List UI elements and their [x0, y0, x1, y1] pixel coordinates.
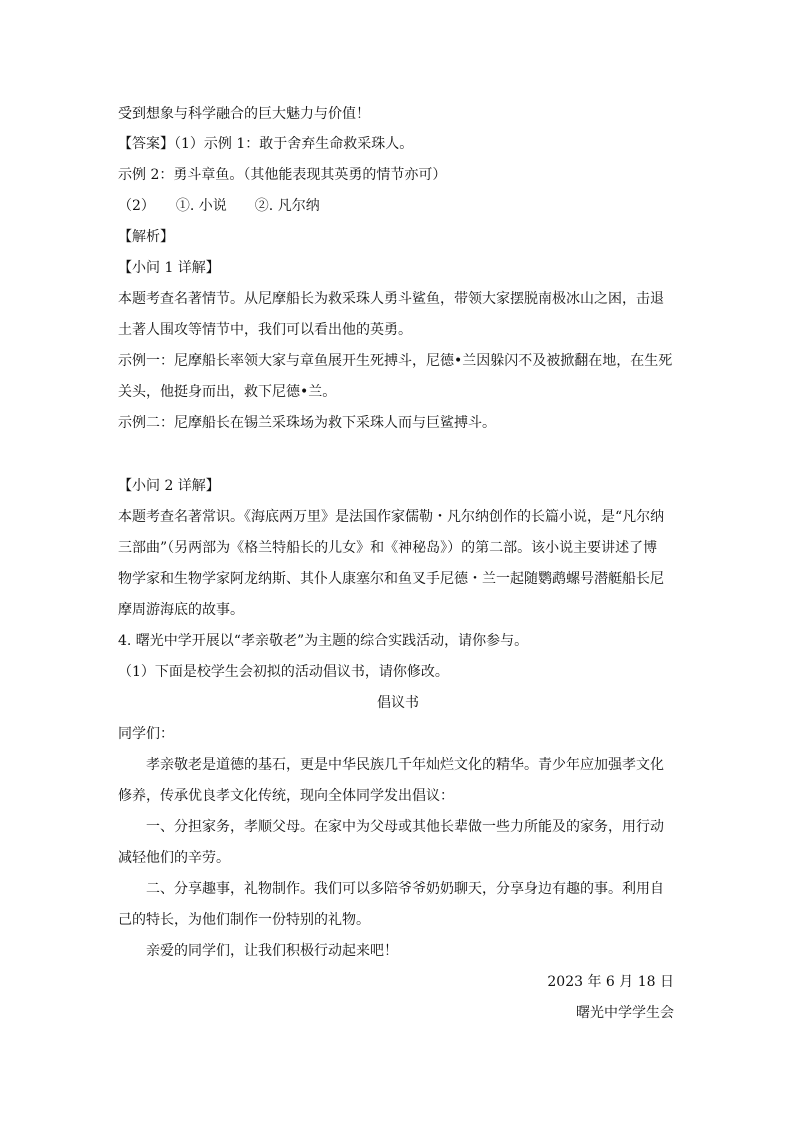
- proposal-salutation: 同学们：: [118, 726, 174, 742]
- question-4: 4. 曙光中学开展以“孝亲敬老”为主题的综合实践活动，请你参与。: [118, 633, 529, 649]
- analysis-paragraph-2c: 物学家和生物学家阿龙纳斯、其仆人康塞尔和鱼叉手尼德・兰一起随鹦鹉螺号潜艇船长尼: [118, 571, 664, 587]
- proposal-item-1a: 一、分担家务，孝顺父母。在家中为父母或其他长辈做一些力所能及的家务，用行动: [146, 819, 664, 835]
- question-4-part-1: （1）下面是校学生会初拟的活动倡议书，请你修改。: [118, 664, 449, 680]
- text-line-1: 受到想象与科学融合的巨大魅力与价值！: [118, 106, 370, 122]
- proposal-title: 倡议书: [377, 695, 419, 711]
- answer-line-1: 【答案】（1）示例 1：敢于舍弃生命救采珠人。: [118, 136, 414, 152]
- proposal-item-1b: 减轻他们的辛劳。: [118, 850, 230, 866]
- answer-line-2: 示例 2：勇斗章鱼。（其他能表现其英勇的情节亦可）: [118, 167, 447, 183]
- proposal-closing: 亲爱的同学们，让我们积极行动起来吧！: [146, 943, 398, 959]
- example-1a: 示例一：尼摩船长率领大家与章鱼展开生死搏斗，尼德•兰因躲闪不及被掀翻在地，在生死: [118, 353, 673, 369]
- proposal-item-2a: 二、分享趣事，礼物制作。我们可以多陪爷爷奶奶聊天，分享身边有趣的事。利用自: [146, 881, 664, 897]
- analysis-paragraph-2d: 摩周游海底的故事。: [118, 602, 244, 618]
- proposal-date: 2023 年 6 月 18 日: [547, 974, 674, 990]
- example-1b: 关头，他挺身而出，救下尼德•兰。: [118, 384, 337, 400]
- analysis-paragraph-2b: 三部曲”（另两部为《格兰特船长的儿女》和《神秘岛》）的第二部。该小说主要讲述了博: [118, 540, 658, 556]
- sub-question-2-heading: 【小问 2 详解】: [118, 478, 220, 494]
- answer-line-3: （2） ①. 小说 ②. 凡尔纳: [118, 198, 320, 214]
- analysis-paragraph-2a: 本题考查名著常识。《海底两万里》是法国作家儒勒・凡尔纳创作的长篇小说，是“凡尔纳: [118, 509, 665, 525]
- proposal-signature: 曙光中学学生会: [576, 1005, 674, 1021]
- analysis-paragraph-1b: 土著人围攻等情节中，我们可以看出他的英勇。: [118, 322, 412, 338]
- sub-question-1-heading: 【小问 1 详解】: [118, 260, 220, 276]
- proposal-item-2b: 己的特长，为他们制作一份特别的礼物。: [118, 912, 370, 928]
- proposal-paragraph-1b: 修养，传承优良孝文化传统，现向全体同学发出倡议：: [118, 788, 454, 804]
- analysis-heading: 【解析】: [118, 229, 174, 245]
- analysis-paragraph-1a: 本题考查名著情节。从尼摩船长为救采珠人勇斗鲨鱼，带领大家摆脱南极冰山之困，击退: [118, 291, 664, 307]
- example-2: 示例二：尼摩船长在锡兰采珠场为救下采珠人而与巨鲨搏斗。: [118, 415, 496, 431]
- proposal-paragraph-1a: 孝亲敬老是道德的基石，更是中华民族几千年灿烂文化的精华。青少年应加强孝文化: [146, 757, 664, 773]
